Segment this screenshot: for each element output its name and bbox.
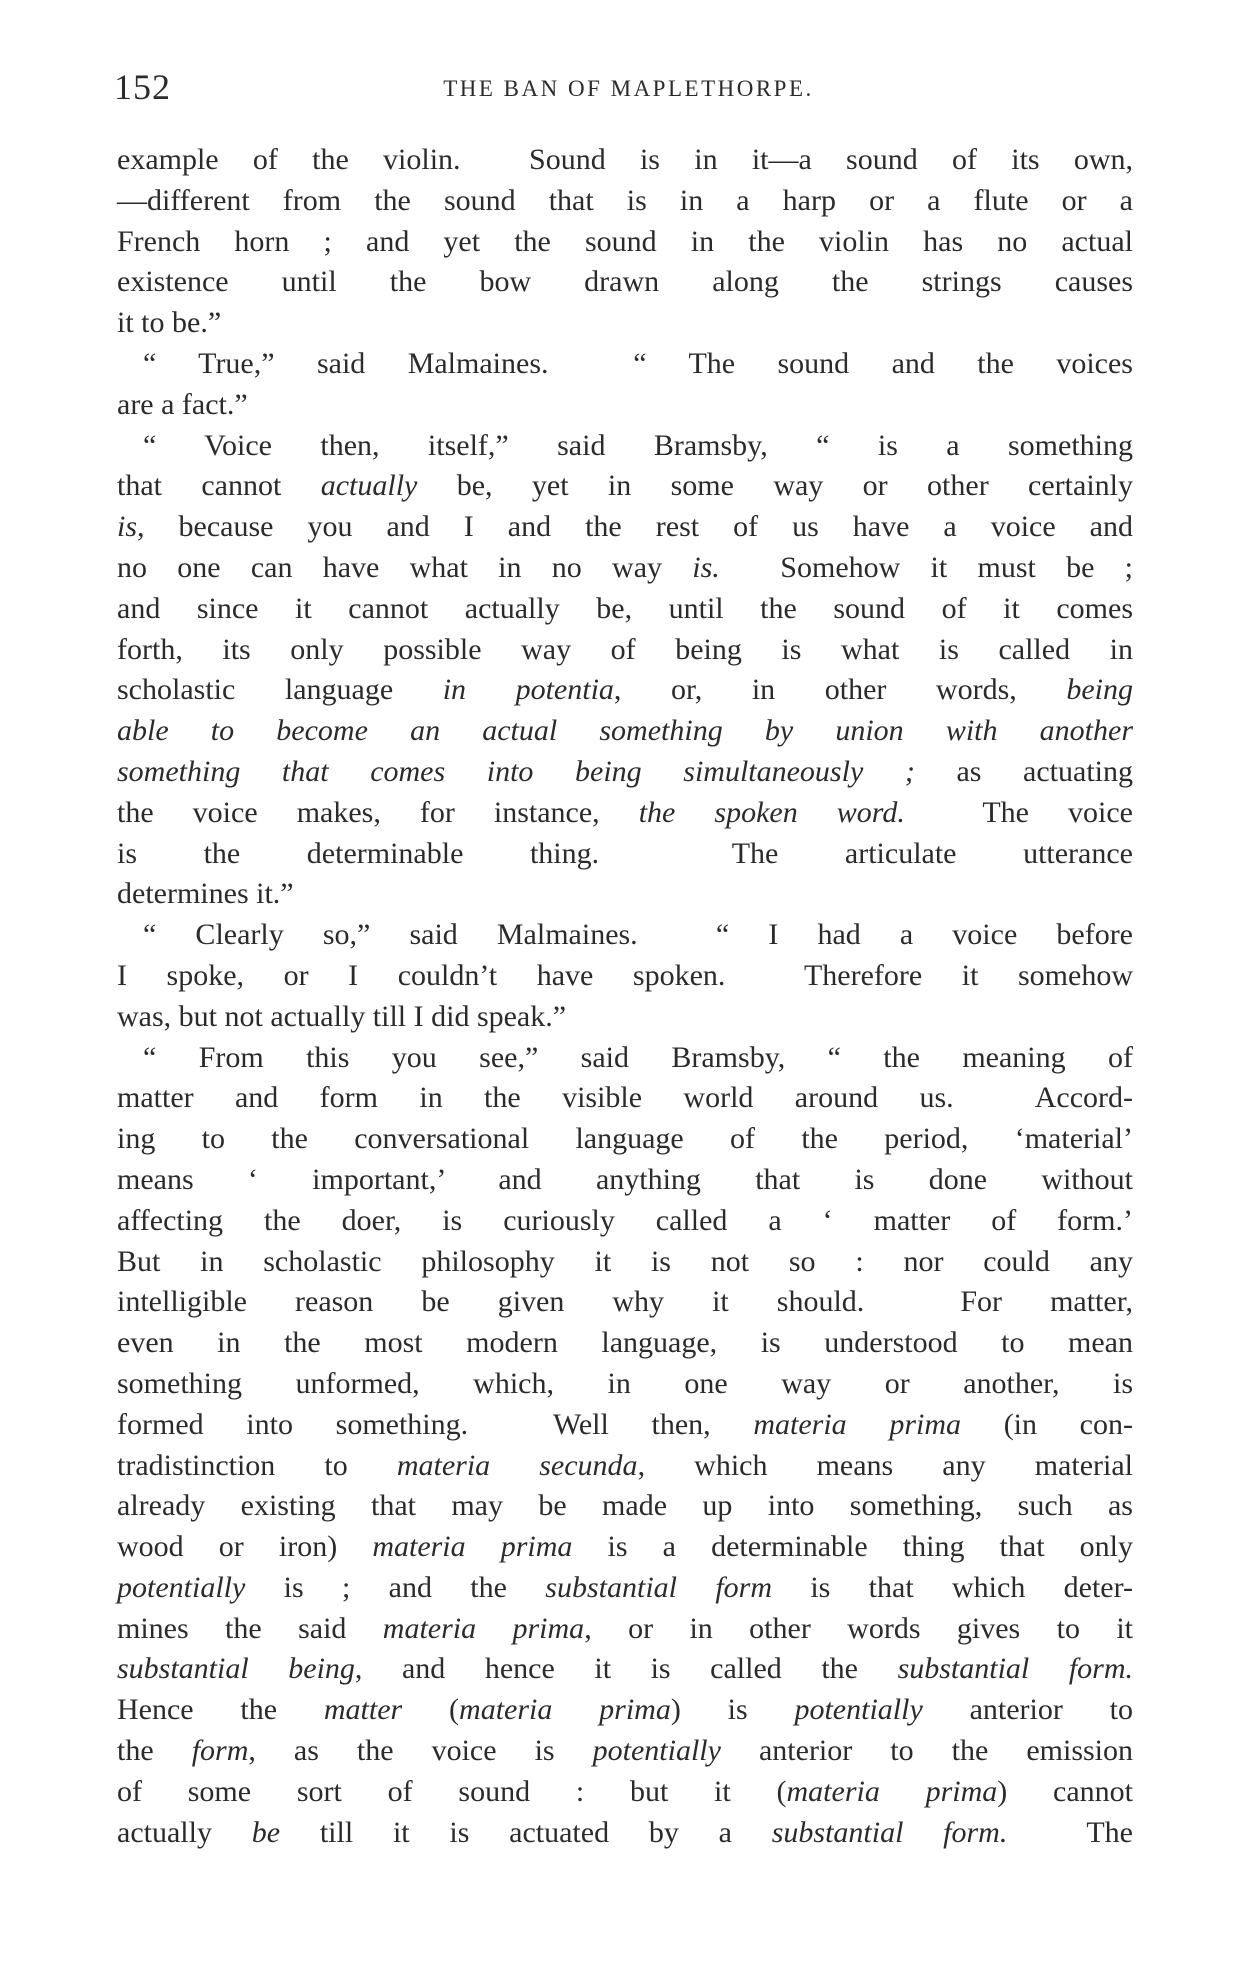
text-line [117, 303, 1133, 344]
text-segment: the [117, 1734, 192, 1768]
text-segment: anterior to the emission [720, 1734, 1134, 1768]
text-segment: of some sort of sound : but it ( [117, 1774, 787, 1808]
text-segment: even in the most modern language, is understood to mean [117, 1326, 1133, 1360]
text-line [117, 1690, 1133, 1731]
text-segment: ) is [670, 1693, 795, 1727]
text-segment: I spoke, or I couldn’t have spoken. Therefore it somehow [117, 958, 1133, 992]
text-segment: ing to the conversational language of the period, ‘material’ [117, 1122, 1133, 1156]
text-segment: wood or iron) [117, 1530, 373, 1564]
text-segment: Hence the [117, 1693, 324, 1727]
text-segment: , because you and I and the rest of us have a voice and [137, 510, 1133, 544]
page-number: 152 [114, 67, 171, 107]
italic-text: form [191, 1734, 249, 1768]
text-line [117, 1078, 1133, 1119]
text-segment: no one can have what in no way [117, 550, 693, 584]
italic-text: actually [320, 469, 418, 503]
italic-text: materia prima [786, 1774, 998, 1808]
text-segment: that cannot [117, 469, 321, 503]
italic-text: potentially [794, 1693, 923, 1727]
text-line [117, 262, 1133, 303]
page-header [112, 58, 1145, 118]
text-segment: the voice makes, for instance, [117, 795, 639, 829]
text-segment: is the determinable thing. The articulate utterance [117, 836, 1133, 870]
text-segment: forth, its only possible way of being is what is called in [117, 632, 1133, 666]
italic-text: is [117, 510, 138, 544]
text-line [117, 915, 1133, 956]
text-segment: , and hence it is called the [354, 1652, 898, 1686]
text-line [117, 874, 1133, 915]
text-segment: means ‘ important,’ and anything that is done without [117, 1162, 1133, 1196]
text-line [117, 1649, 1133, 1690]
text-segment: formed into something. Well then, [117, 1407, 754, 1441]
text-line [117, 1364, 1133, 1405]
text-segment: —different from the sound that is in a harp or a flute or a [117, 183, 1133, 217]
text-line [117, 222, 1133, 263]
text-segment: , as the voice is [248, 1734, 593, 1768]
text-line [117, 385, 1133, 426]
italic-text: substantial form [545, 1570, 772, 1604]
italic-text: materia prima [382, 1611, 585, 1645]
text-line [117, 140, 1133, 181]
text-line [117, 1405, 1133, 1446]
text-line [117, 793, 1133, 834]
text-segment: already existing that may be made up into something, such as [117, 1489, 1133, 1523]
text-segment: as actuating [914, 754, 1133, 788]
text-line [117, 997, 1133, 1038]
text-line [117, 630, 1133, 671]
text-line [117, 181, 1133, 222]
text-line [117, 507, 1133, 548]
text-segment: be, yet in some way or other certainly [417, 469, 1133, 503]
text-line [117, 1772, 1133, 1813]
text-line [117, 1527, 1133, 1568]
text-segment: The [1007, 1815, 1133, 1849]
text-line [117, 711, 1133, 752]
text-line [117, 466, 1133, 507]
italic-text: matter [323, 1693, 403, 1727]
text-line [117, 589, 1133, 630]
text-segment: something unformed, which, in one way or another, is [117, 1366, 1133, 1400]
text-segment: , or in other words gives to it [584, 1611, 1133, 1645]
text-segment: example of the violin. Sound is in it—a sound of its own, [117, 143, 1133, 176]
text-line [117, 752, 1133, 793]
text-segment: But in scholastic philosophy it is not so : nor could any [117, 1244, 1133, 1278]
text-segment: “ True,” said Malmaines. “ The sound and the voices [143, 346, 1133, 380]
text-segment: matter and form in the visible world around us. Accord- [117, 1081, 1133, 1115]
text-line [117, 1201, 1133, 1242]
italic-text: materia prima [753, 1407, 962, 1441]
text-segment: determines it.” [117, 877, 294, 911]
text-segment: is that which deter- [772, 1570, 1133, 1604]
text-line [117, 670, 1133, 711]
text-segment: “ Clearly so,” said Malmaines. “ I had a voice before [143, 918, 1133, 952]
text-segment: Somehow it must be ; [719, 550, 1133, 584]
text-segment: tradistinction to [117, 1448, 397, 1482]
text-segment: ( [402, 1693, 460, 1727]
text-segment: was, but not actually till I did speak.” [117, 999, 567, 1033]
text-line [117, 1446, 1133, 1487]
italic-text: materia prima [459, 1693, 671, 1727]
text-line [117, 1242, 1133, 1283]
text-segment: and since it cannot actually be, until the sound of it comes [117, 591, 1133, 625]
text-segment: is ; and the [245, 1570, 546, 1604]
italic-text: materia secunda [396, 1448, 638, 1482]
text-segment: scholastic language [117, 673, 443, 707]
body-text [117, 140, 1133, 1853]
text-segment: French horn ; and yet the sound in the violin has no actual [117, 224, 1133, 258]
italic-text: substantial form. [771, 1815, 1008, 1849]
italic-text: materia prima [372, 1530, 573, 1564]
text-segment: mines the said [117, 1611, 383, 1645]
text-segment: actually [117, 1815, 252, 1849]
text-line [117, 1160, 1133, 1201]
text-segment: are a fact.” [117, 387, 248, 421]
text-segment: The voice [904, 795, 1134, 829]
text-line [117, 1323, 1133, 1364]
text-segment: affecting the doer, is curiously called a ‘ matter of form.’ [117, 1203, 1133, 1237]
italic-text: be [251, 1815, 281, 1849]
text-line [117, 956, 1133, 997]
text-line [117, 344, 1133, 385]
text-line [117, 1038, 1133, 1079]
text-segment: till it is actuated by a [280, 1815, 772, 1849]
text-segment: “ From this you see,” said Bramsby, “ the meaning of [143, 1040, 1133, 1074]
italic-text: something that comes into being simultaneously ; [117, 754, 915, 788]
text-line [117, 426, 1133, 467]
italic-text: potentially [117, 1570, 246, 1604]
running-title: THE BAN OF MAPLETHORPE. [443, 76, 814, 101]
text-line [117, 1486, 1133, 1527]
italic-text: potentially [592, 1734, 721, 1768]
italic-text: the spoken word. [638, 795, 905, 829]
italic-text: in potentia [442, 673, 614, 707]
italic-text: substantial form. [897, 1652, 1133, 1686]
text-line [117, 834, 1133, 875]
italic-text: able to become an actual something by union with another [117, 714, 1133, 748]
text-line [117, 1731, 1133, 1772]
text-segment: “ Voice then, itself,” said Bramsby, “ is a something [143, 428, 1133, 462]
text-line [117, 1609, 1133, 1650]
text-line [117, 1119, 1133, 1160]
text-segment: anterior to [922, 1693, 1134, 1727]
text-segment: is a determinable thing that only [572, 1530, 1133, 1564]
text-segment: ) cannot [997, 1774, 1134, 1808]
text-line [117, 1282, 1133, 1323]
text-line [117, 548, 1133, 589]
text-line [117, 1813, 1133, 1854]
text-segment: (in con- [961, 1407, 1133, 1441]
italic-text: is. [692, 550, 720, 584]
text-line [117, 1568, 1133, 1609]
italic-text: substantial being [117, 1652, 355, 1686]
italic-text: being [1066, 673, 1133, 707]
text-segment: it to be.” [117, 306, 222, 340]
text-segment: , which means any material [637, 1448, 1133, 1482]
text-segment: , or, in other words, [613, 673, 1067, 707]
text-segment: intelligible reason be given why it should. For matter, [117, 1285, 1133, 1319]
text-segment: existence until the bow drawn along the strings causes [117, 265, 1133, 299]
